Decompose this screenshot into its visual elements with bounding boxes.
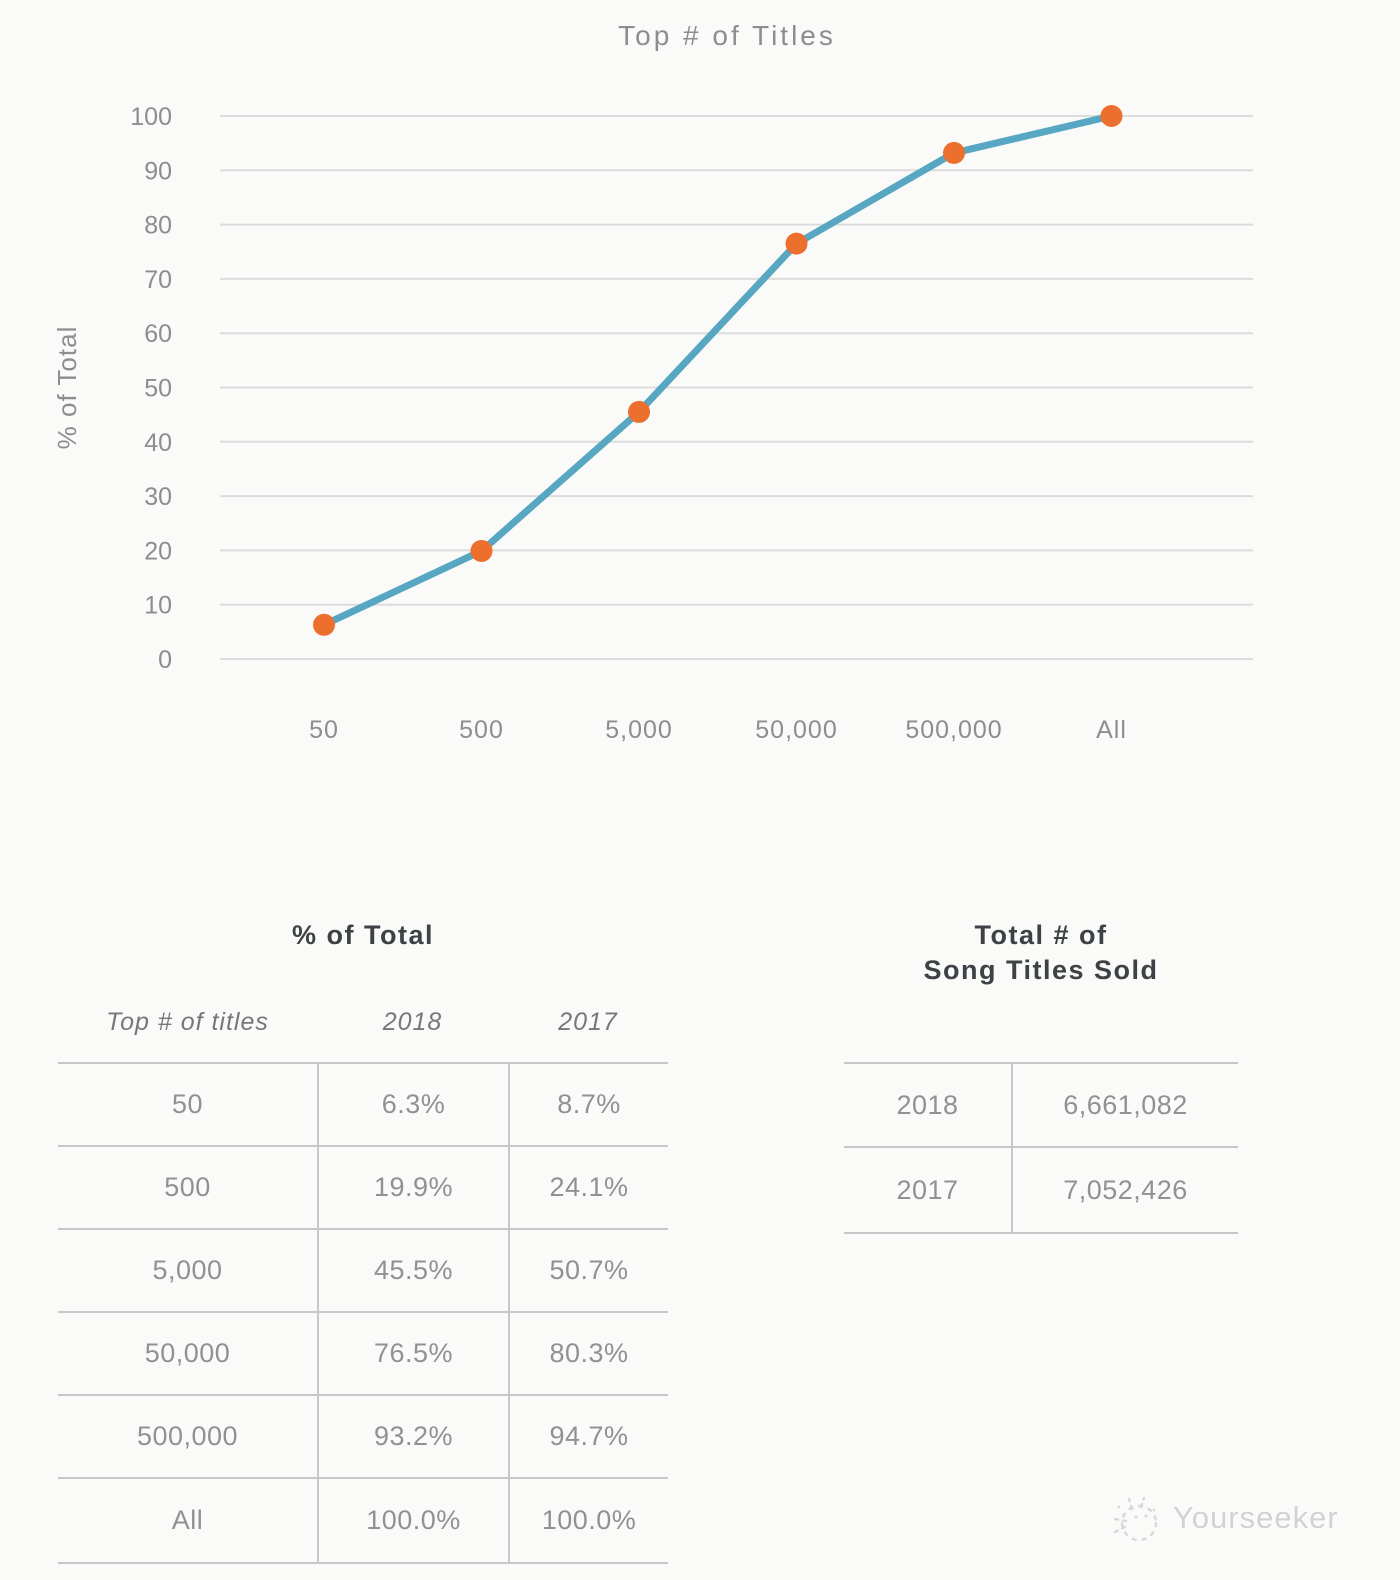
- table-cell: 500: [58, 1147, 317, 1230]
- percent-table-column-headers: [58, 1002, 668, 1042]
- y-tick-label: 80: [144, 211, 172, 240]
- titles-sold-table: [844, 1062, 1238, 1234]
- titles-sold-table-section: [844, 918, 1238, 1233]
- table-cell: 94.7%: [508, 1396, 668, 1479]
- table-cell: 24.1%: [508, 1147, 668, 1230]
- table-cell: 6.3%: [317, 1064, 508, 1147]
- titles-sold-table-title: [844, 918, 1238, 988]
- y-axis-title: % of Total: [52, 325, 82, 450]
- table-cell: 2017: [896, 1174, 959, 1205]
- table-cell: 100.0%: [317, 1479, 508, 1562]
- y-tick-label: 60: [144, 320, 172, 349]
- table-cell: 8.7%: [508, 1064, 668, 1147]
- table-cell: 76.5%: [317, 1313, 508, 1396]
- x-tick-label: 500,000: [905, 716, 1003, 744]
- data-point: [943, 142, 965, 164]
- y-tick-label: 0: [158, 646, 172, 674]
- table-cell: 100.0%: [508, 1479, 668, 1562]
- y-tick-label: 10: [144, 591, 172, 620]
- x-tick-label: All: [1096, 716, 1127, 744]
- table-cell: 50,000: [58, 1313, 317, 1396]
- y-tick-label: 40: [144, 428, 172, 457]
- data-point: [471, 540, 493, 562]
- table-cell: 80.3%: [508, 1313, 668, 1396]
- titles-sold-title-line2: Song Titles Sold: [923, 955, 1159, 985]
- data-point: [786, 233, 808, 255]
- table-cell: 5,000: [58, 1230, 317, 1313]
- table-cell: 45.5%: [317, 1230, 508, 1313]
- doodle-cat-icon: [1105, 1483, 1167, 1553]
- table-cell: 19.9%: [317, 1147, 508, 1230]
- data-point: [628, 401, 650, 423]
- y-tick-label: 50: [144, 374, 172, 403]
- watermark-label: Yourseeker: [1173, 1500, 1339, 1535]
- column-header-top-titles: Top # of titles: [106, 1007, 269, 1036]
- y-tick-label: 30: [144, 483, 172, 512]
- x-tick-label: 5,000: [605, 716, 673, 744]
- percent-of-total-table-section: [58, 918, 668, 1562]
- table-cell: 7,052,426: [1011, 1148, 1238, 1232]
- data-point: [313, 614, 335, 636]
- table-cell: 500,000: [58, 1396, 317, 1479]
- percent-table: [58, 1062, 668, 1564]
- y-tick-label: 70: [144, 265, 172, 294]
- watermark: [1105, 1483, 1339, 1553]
- percent-table-title: % of Total: [292, 920, 434, 950]
- x-tick-label: 50,000: [755, 716, 838, 744]
- table-cell: All: [171, 1505, 204, 1535]
- x-tick-label: 500: [459, 716, 504, 744]
- table-cell: 93.2%: [317, 1396, 508, 1479]
- data-point: [1101, 105, 1123, 127]
- chart-title: Top # of Titles: [618, 20, 836, 51]
- table-cell: 6,661,082: [1011, 1064, 1238, 1148]
- table-cell: 50: [58, 1064, 317, 1147]
- y-tick-label: 100: [130, 103, 172, 131]
- column-header-2017: 2017: [558, 1007, 618, 1036]
- titles-sold-title-line1: Total # of: [974, 920, 1108, 950]
- table-cell: 50.7%: [508, 1230, 668, 1313]
- x-tick-label: 50: [309, 716, 339, 744]
- column-header-2018: 2018: [382, 1007, 443, 1036]
- y-tick-label: 20: [144, 537, 172, 566]
- table-cell: 2018: [844, 1064, 1011, 1148]
- y-tick-label: 90: [144, 157, 172, 186]
- data-line: [324, 116, 1112, 625]
